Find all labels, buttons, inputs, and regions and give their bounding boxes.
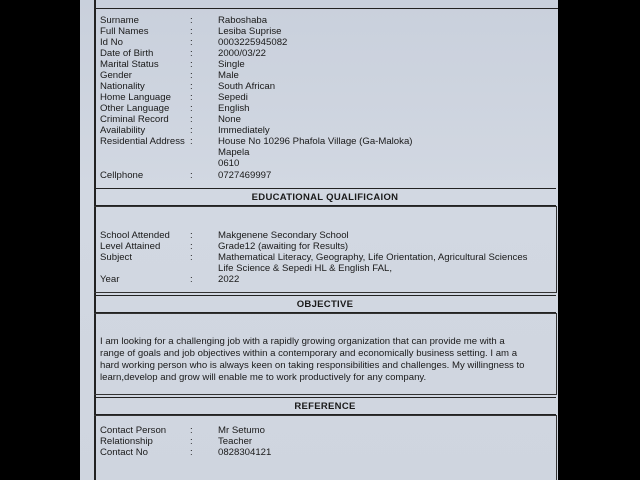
field-value: Raboshaba [218,15,268,26]
field-value: Single [218,59,245,70]
colon: : [190,447,193,458]
colon: : [190,48,193,59]
colon: : [190,125,193,136]
colon: : [190,425,193,436]
field-label: Date of Birth [100,48,154,59]
field-label: Contact Person [100,425,167,436]
colon: : [190,252,193,263]
field-value: Grade12 (awaiting for Results) [218,241,349,252]
field-value: Mathematical Literacy, Geography, Life Orientation, Agricultural Sciences [218,252,528,263]
field-value: Immediately [218,125,270,136]
colon: : [190,59,193,70]
field-label: Cellphone [100,170,144,181]
objective-line: hard working person who is always keen on taking responsibilities and challenges. My willingness to [100,360,525,371]
field-label: Residential Address [100,136,185,147]
field-label: Id No [100,37,123,48]
colon: : [190,114,193,125]
field-value: Life Science & Sepedi HL & English FAL, [218,263,393,274]
field-value: 0003225945082 [218,37,288,48]
reference-heading: REFERENCE [94,397,556,415]
colon: : [190,37,193,48]
education-heading: EDUCATIONAL QUALIFICAION [94,188,556,206]
colon: : [190,170,193,181]
field-value: 0610 [218,158,240,169]
cv-page [80,0,558,480]
colon: : [190,436,193,447]
field-label: Relationship [100,436,153,447]
field-value: Mr Setumo [218,425,265,436]
field-label: Criminal Record [100,114,169,125]
field-value: Male [218,70,239,81]
field-value: 2022 [218,274,240,285]
field-label: Year [100,274,120,285]
field-label: Full Names [100,26,149,37]
field-value: English [218,103,250,114]
field-label: Surname [100,15,139,26]
colon: : [190,230,193,241]
field-label: Subject [100,252,132,263]
field-label: Nationality [100,81,145,92]
colon: : [190,70,193,81]
colon: : [190,15,193,26]
colon: : [190,92,193,103]
objective-line: I am looking for a challenging job with a rapidly growing organization that can provide me with a [100,336,505,347]
field-label: School Attended [100,230,170,241]
colon: : [190,103,193,114]
field-value: None [218,114,241,125]
colon: : [190,241,193,252]
field-value: 0727469997 [218,170,272,181]
objective-line: learn,develop and grow will enable me to work productively for any company. [100,372,427,383]
field-label: Gender [100,70,132,81]
field-value: Lesiba Suprise [218,26,282,37]
field-label: Marital Status [100,59,159,70]
colon: : [190,274,193,285]
field-label: Other Language [100,103,170,114]
field-label: Availability [100,125,146,136]
field-value: Makgenene Secondary School [218,230,349,241]
field-value: 2000/03/22 [218,48,267,59]
field-value: South African [218,81,276,92]
field-value: Teacher [218,436,253,447]
field-value: Mapela [218,147,250,158]
top-divider [94,8,558,9]
field-label: Level Attained [100,241,161,252]
field-label: Contact No [100,447,148,458]
field-value: Sepedi [218,92,248,103]
field-value: 0828304121 [218,447,272,458]
colon: : [190,81,193,92]
objective-heading: OBJECTIVE [94,295,556,313]
colon: : [190,26,193,37]
field-value: House No 10296 Phafola Village (Ga-Maloka) [218,136,413,147]
objective-line: range of goals and job objectives within a contemporary and economically business setting. I am a [100,348,518,359]
colon: : [190,136,193,147]
field-label: Home Language [100,92,171,103]
